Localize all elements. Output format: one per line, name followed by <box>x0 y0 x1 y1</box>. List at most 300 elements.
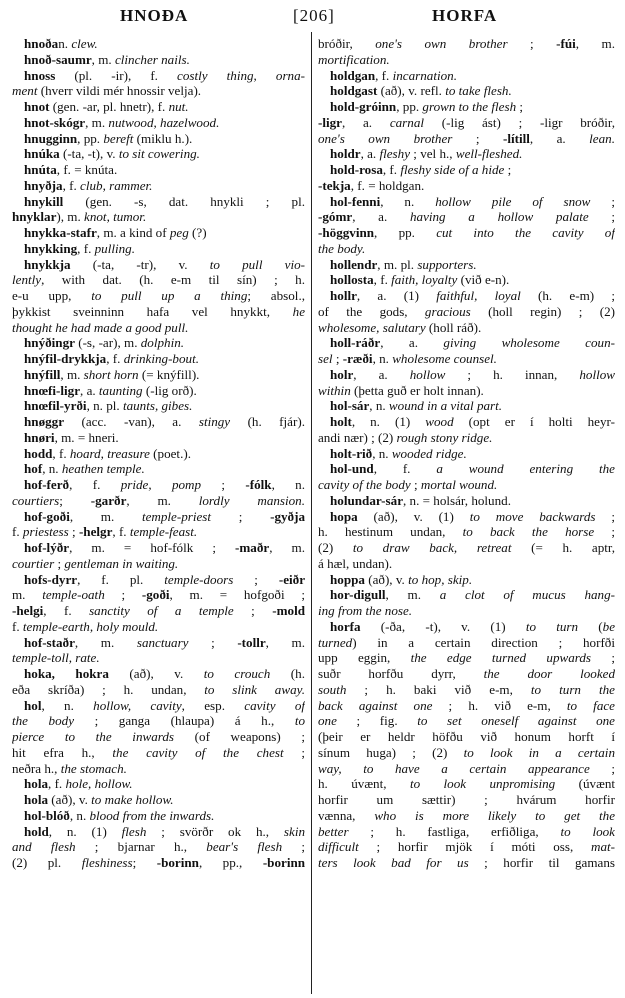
entry-text: ; ganga (hlaupa) á h., <box>74 713 295 729</box>
text-line <box>318 729 615 745</box>
entry-text: ; <box>59 492 91 508</box>
entry-text: ; <box>594 524 615 540</box>
headword: hol-sár <box>330 398 370 414</box>
text-line <box>318 131 615 147</box>
definition-text: the stomach. <box>60 760 127 776</box>
entry-text: ; absol., <box>247 288 305 303</box>
entry-text: , n. pl. <box>86 398 123 414</box>
definition-text: clew. <box>71 36 98 51</box>
definition-text: difficult <box>318 839 359 855</box>
text-line <box>12 855 305 871</box>
definition-text: cavity of the body <box>318 477 411 492</box>
text-line <box>318 713 615 729</box>
headword: holl-ráðr <box>330 335 381 351</box>
definition-text: courtiers <box>12 492 60 508</box>
text-line <box>12 619 305 635</box>
entry-text: ; <box>201 477 246 492</box>
definition-text: fleshiness <box>81 855 133 870</box>
entry-text: , m. <box>91 51 115 67</box>
headword: hnykking <box>24 240 78 256</box>
entry-text: , m. <box>265 634 305 650</box>
headword: -garðr <box>90 492 127 508</box>
entry-text: ( <box>578 618 603 634</box>
entry-text: sínum huga) ; (2) <box>318 744 464 760</box>
text-line <box>318 698 615 714</box>
definition-text: having a hollow palate <box>409 209 589 225</box>
headword: hnøggr <box>24 414 65 429</box>
entry-text: e-u upp, <box>12 288 92 303</box>
entry-text: , with dat. (h. e-m til sín) ; h. <box>41 272 305 288</box>
entry-text: ; h. innan, <box>445 366 580 382</box>
definition-text: ing from the nose. <box>318 603 413 618</box>
entry-text: (að), v. refl. <box>377 83 446 99</box>
entry-text: , pp. <box>77 130 104 146</box>
definition-text: temple-doors <box>164 571 234 587</box>
headword: hnykka-stafr <box>24 225 97 240</box>
entry-text: ) in a certain direction ; horfði <box>352 634 615 650</box>
headword: hol-und <box>330 461 374 477</box>
definition-text: wound in a vital part. <box>388 398 503 414</box>
text-line <box>12 146 305 162</box>
headword: holdgan <box>330 67 376 83</box>
definition-text: temple-feast. <box>129 524 198 540</box>
text-line <box>12 556 305 572</box>
text-line <box>12 776 305 792</box>
headword: -mold <box>272 603 305 618</box>
text-line <box>12 509 305 525</box>
text-line <box>12 272 305 288</box>
entry-text: f. <box>12 524 23 540</box>
definition-text: one <box>318 713 337 729</box>
entry-text: , f. <box>69 477 121 492</box>
entry-text: , a. <box>80 382 99 398</box>
entry-text: ; h. við e-m, <box>432 697 567 713</box>
text-line <box>318 320 615 336</box>
definition-text: to take flesh. <box>445 83 512 99</box>
entry-text: , n. <box>69 807 90 823</box>
entry-text: ; <box>590 193 615 209</box>
entry-text: , m. = hneri. <box>54 429 119 445</box>
definition-text: a wound entering the <box>436 461 615 477</box>
definition-text: temple-priest <box>141 508 212 524</box>
text-line <box>318 493 615 509</box>
text-line <box>12 839 305 855</box>
entry-text: , m. <box>126 492 199 508</box>
entry-text: (2) pl. <box>12 855 82 870</box>
definition-text: skin <box>283 823 305 839</box>
definition-text: peg <box>169 225 189 240</box>
definition-text: well-fleshed. <box>455 146 523 162</box>
definition-text: the edge turned upwards <box>410 650 592 666</box>
definition-text: temple-toll, rate. <box>12 650 100 666</box>
entry-text: (gen. -ar, pl. hnetr), f. <box>49 99 169 114</box>
headword: hnúka <box>24 146 60 162</box>
text-line <box>12 682 305 698</box>
text-line <box>318 241 615 257</box>
entry-text: h. úvænt, <box>318 776 410 792</box>
text-line <box>318 855 615 871</box>
text-line <box>12 414 305 430</box>
text-line <box>318 477 615 493</box>
text-line <box>318 540 615 556</box>
definition-text: ters look bad for us <box>318 855 469 870</box>
definition-text: temple-oath <box>42 587 105 603</box>
right-column <box>318 36 615 871</box>
text-line <box>318 304 615 320</box>
definition-text: who is more likely to get the <box>374 807 615 823</box>
text-line <box>318 146 615 162</box>
text-line <box>12 808 305 824</box>
entry-text: (miklu h.). <box>133 130 193 146</box>
headword: -goði <box>141 587 170 603</box>
headword: hnot-skógr <box>24 114 86 130</box>
entry-text: h. hestinum undan, <box>318 524 463 540</box>
headword: hof <box>24 461 43 477</box>
entry-text: ; <box>283 744 305 760</box>
headword: -helgi <box>12 603 44 618</box>
definition-text: temple-earth, holy mould. <box>22 618 159 634</box>
entry-text: (of weapons) ; <box>174 729 305 744</box>
entry-text: , a. <box>342 114 390 130</box>
definition-text: the cavity of the chest <box>112 744 284 760</box>
text-line <box>318 99 615 115</box>
text-line <box>12 209 305 225</box>
entry-text: , f. = holdgan. <box>350 177 425 193</box>
text-line <box>318 808 615 824</box>
definition-text: to hop, skip. <box>408 571 473 587</box>
definition-text: hoard, treasure <box>69 445 150 461</box>
headword: hollr <box>330 288 357 303</box>
headword: -höggvinn <box>318 225 375 240</box>
entry-text: bróðir, <box>318 36 376 51</box>
headword: hnyklar <box>12 209 57 225</box>
entry-text: (acc. -van), a. <box>64 414 199 429</box>
headword: hnœfil-yrði <box>24 398 87 414</box>
headword: hnýfill <box>24 366 61 382</box>
text-line <box>318 115 615 131</box>
definition-text: the body <box>12 713 75 729</box>
headword: hollosta <box>330 272 374 288</box>
text-line <box>318 682 615 698</box>
definition-text: rough stony ridge. <box>396 429 493 445</box>
definition-text: turned <box>318 634 353 650</box>
text-line <box>318 367 615 383</box>
definition-text: knot, tumor. <box>84 209 147 225</box>
text-line <box>12 524 305 540</box>
definition-text: drinking-bout. <box>123 351 199 366</box>
headword: hold-gróinn <box>330 99 397 114</box>
headword: hor-digull <box>330 587 386 603</box>
text-line <box>12 713 305 729</box>
definition-text: to sit cowering. <box>118 146 200 162</box>
entry-text: , a. <box>352 209 410 225</box>
definition-text: south <box>318 681 347 697</box>
text-line <box>318 666 615 682</box>
definition-text: hollow <box>409 366 446 382</box>
definition-text: to set oneself against one <box>417 713 615 729</box>
definition-text: to turn <box>525 618 579 634</box>
headword: horfa <box>330 618 361 634</box>
headword: hnyðja <box>24 177 63 193</box>
definition-text: grown to the flesh <box>422 99 517 114</box>
text-line <box>12 320 305 336</box>
text-line <box>12 83 305 99</box>
headword: -ligr <box>318 114 342 130</box>
entry-text: (2) <box>318 540 353 555</box>
entry-text: (-lig ást) ; -ligr bróðir, <box>424 114 615 130</box>
headword: -fólk <box>245 477 272 492</box>
definition-text: to pull vio- <box>209 256 305 272</box>
definition-text: be <box>602 618 615 634</box>
entry-text: (þetta guð er holt innan). <box>350 382 484 398</box>
definition-text: taunts, gibes. <box>122 398 193 414</box>
headword: hopa <box>330 508 358 524</box>
headword: hola <box>24 792 49 807</box>
headword: hnoða <box>24 36 59 51</box>
text-line <box>318 556 615 572</box>
headword: holdgast <box>330 83 378 99</box>
entry-text: , f. <box>48 776 66 792</box>
text-line <box>12 587 305 603</box>
entry-text: vænna, <box>318 807 375 823</box>
definition-text: sel <box>318 351 333 366</box>
text-line <box>12 398 305 414</box>
entry-text: ; <box>410 477 421 492</box>
entry-text: (h. e-m) ; <box>520 288 615 303</box>
text-line <box>12 225 305 241</box>
entry-text: , pp., <box>198 855 263 870</box>
entry-text: (-ða, -t), v. (1) <box>360 618 526 634</box>
definition-text: to look <box>560 823 615 839</box>
text-line <box>12 572 305 588</box>
text-line <box>318 209 615 225</box>
definition-text: to make hollow. <box>91 792 174 807</box>
headword: hof-goði <box>24 508 70 524</box>
text-line <box>318 335 615 351</box>
text-line <box>12 635 305 651</box>
entry-text: , f. <box>52 445 70 461</box>
entry-text: (h. fjár). <box>230 414 305 429</box>
entry-text: ; <box>188 634 238 650</box>
headword: holt-rið <box>330 445 373 461</box>
headword: hnýðingr <box>24 335 75 351</box>
definition-text: and flesh <box>12 839 76 855</box>
headword: hnykill <box>24 193 64 209</box>
headword: -tekja <box>318 177 351 193</box>
headword: holr <box>330 366 354 382</box>
entry-text: eða skríða) ; h. undan, <box>12 681 205 697</box>
headword: hnykkja <box>24 256 71 272</box>
text-line <box>12 288 305 304</box>
entry-text: , a. <box>360 146 380 162</box>
definition-text: sanctity of a temple <box>89 603 234 618</box>
entry-text: , f. <box>375 67 393 83</box>
definition-text: sanctuary <box>136 634 189 650</box>
entry-text: (að), v. (1) <box>357 508 470 524</box>
headword: hof-lýðr <box>24 540 70 555</box>
definition-text: wood <box>425 414 454 429</box>
page-number: [206] <box>293 6 335 25</box>
definition-text: club, rammer. <box>80 177 153 193</box>
entry-text: , n. = holsár, holund. <box>403 492 511 508</box>
entry-text: , a. <box>529 130 590 146</box>
headword: hofs-dyrr <box>24 571 78 587</box>
entry-text: , m. = hof-fólk ; <box>69 540 236 555</box>
text-line <box>12 131 305 147</box>
entry-text: (holl ráð). <box>425 319 482 335</box>
definition-text: mortal wound. <box>420 477 498 492</box>
definition-text: to slink away. <box>204 681 305 697</box>
definition-text: to crouch <box>203 666 271 681</box>
definition-text: flesh <box>121 823 147 839</box>
headword: hof-staðr <box>24 634 75 650</box>
text-line <box>12 99 305 115</box>
headword: -ræði <box>342 351 373 366</box>
headword: -maðr <box>235 540 270 555</box>
definition-text: pierce to the inwards <box>12 729 175 744</box>
definition-text: wholesome counsel. <box>392 351 497 366</box>
entry-text: (-s, -ar), m. <box>74 335 141 351</box>
definition-text: carnal <box>389 114 424 130</box>
entry-text: (hverr vildi mér hnossir velja). <box>37 83 202 99</box>
text-line <box>12 761 305 777</box>
text-line <box>12 257 305 273</box>
definition-text: wholesome, salutary <box>318 319 426 335</box>
definition-text: priestess <box>22 524 69 540</box>
definition-text: hollow, cavity <box>93 697 182 713</box>
text-line <box>12 540 305 556</box>
entry-text: ; <box>588 209 615 225</box>
definition-text: fleshy <box>379 146 411 162</box>
entry-text: ; <box>595 508 615 524</box>
headword: hnot <box>24 99 50 114</box>
entry-text: andi nær) ; (2) <box>318 429 397 445</box>
entry-text: , f. <box>77 240 95 256</box>
headword: hnoss <box>24 67 56 83</box>
entry-text: (-ta, -tr), v. <box>70 256 210 272</box>
definition-text: mortification. <box>318 51 390 67</box>
entry-text: n. <box>58 36 72 51</box>
entry-text: , m. <box>575 36 615 51</box>
definition-text: lordly mansion. <box>198 492 305 508</box>
definition-text: to pull up a thing <box>91 288 248 303</box>
definition-text: hollow <box>579 366 615 382</box>
entry-text: , a. <box>353 366 410 382</box>
entry-text: ; <box>132 855 157 870</box>
definition-text: costly thing, orna- <box>177 67 305 83</box>
text-line <box>12 351 305 367</box>
text-line <box>12 304 305 320</box>
headword: hola <box>24 776 49 792</box>
entry-text: ; <box>54 555 65 571</box>
text-line <box>318 839 615 855</box>
text-line <box>12 367 305 383</box>
text-line <box>12 493 305 509</box>
entry-text: á hæl, undan). <box>318 555 393 571</box>
text-line <box>318 446 615 462</box>
definition-text: thought he had made a good pull. <box>12 319 189 335</box>
entry-text: (-lig orð). <box>142 382 197 398</box>
text-line <box>318 635 615 651</box>
text-line <box>318 36 615 52</box>
entry-text: ; <box>68 524 79 540</box>
entry-text: (að), v. <box>108 666 204 681</box>
text-line <box>12 603 305 619</box>
entry-text: , f. = knúta. <box>56 162 118 177</box>
entry-text: of the gods, <box>318 303 425 319</box>
definition-text: lently <box>12 272 42 288</box>
entry-text: (gen. -s, dat. hnykli ; pl. <box>63 193 305 209</box>
text-line <box>12 666 305 682</box>
entry-text: , a. <box>380 335 444 351</box>
definition-text: cut into the cavity of <box>436 225 615 240</box>
text-line <box>318 524 615 540</box>
entry-text: , n. <box>42 461 62 477</box>
entry-text: ), m. <box>56 209 85 225</box>
headword: holdr <box>330 146 361 162</box>
entry-text: (opt er í holti heyr- <box>453 414 615 429</box>
headword: -borinn <box>156 855 199 870</box>
headword: hnœfi-ligr <box>24 382 81 398</box>
entry-text: , n. <box>372 445 392 461</box>
entry-text: (að), v. <box>364 571 409 587</box>
definition-text: nutwood, hazelwood. <box>108 114 220 130</box>
entry-text: þykkist sveinninn hafa vel hnykkt, <box>12 303 293 319</box>
text-line <box>12 115 305 131</box>
text-line <box>318 824 615 840</box>
page-header <box>0 0 625 36</box>
text-line <box>12 430 305 446</box>
definition-text: to <box>294 713 305 729</box>
text-line <box>318 272 615 288</box>
text-line <box>12 446 305 462</box>
entry-text: ; horfir mjök í móti oss, <box>358 839 591 855</box>
text-line <box>318 461 615 477</box>
definition-text: the body. <box>318 240 366 256</box>
entry-text: hit efra h., <box>12 744 113 760</box>
left-column <box>12 36 305 871</box>
definition-text: bereft <box>103 130 134 146</box>
entry-text: , f. <box>43 603 90 618</box>
entry-text: suðr horfðu dyrr, <box>318 666 484 681</box>
definition-text: taunting <box>98 382 143 398</box>
definition-text: bear's flesh <box>206 839 283 855</box>
definition-text: to look unpromising <box>409 776 556 792</box>
entry-text: ; <box>507 36 557 51</box>
entry-text: ; <box>211 508 271 524</box>
text-line <box>318 572 615 588</box>
text-line <box>318 68 615 84</box>
text-line <box>12 178 305 194</box>
text-line <box>12 729 305 745</box>
entry-text: ; bjarnar h., <box>75 839 207 855</box>
entry-text: (= h. aptr, <box>511 540 615 555</box>
text-line <box>12 477 305 493</box>
definition-text: within <box>318 382 351 398</box>
entry-text: , a. (1) <box>356 288 437 303</box>
text-line <box>318 83 615 99</box>
definition-text: pride, pomp <box>120 477 202 492</box>
entry-text: ; <box>332 351 343 366</box>
text-line <box>12 241 305 257</box>
text-line <box>318 288 615 304</box>
entry-text: , pp. <box>374 225 437 240</box>
definition-text: gracious <box>424 303 471 319</box>
entry-text: , f. <box>373 461 437 477</box>
definition-text: hole, hollow. <box>65 776 133 792</box>
text-line <box>318 603 615 619</box>
entry-text: upp eggin, <box>318 650 411 666</box>
